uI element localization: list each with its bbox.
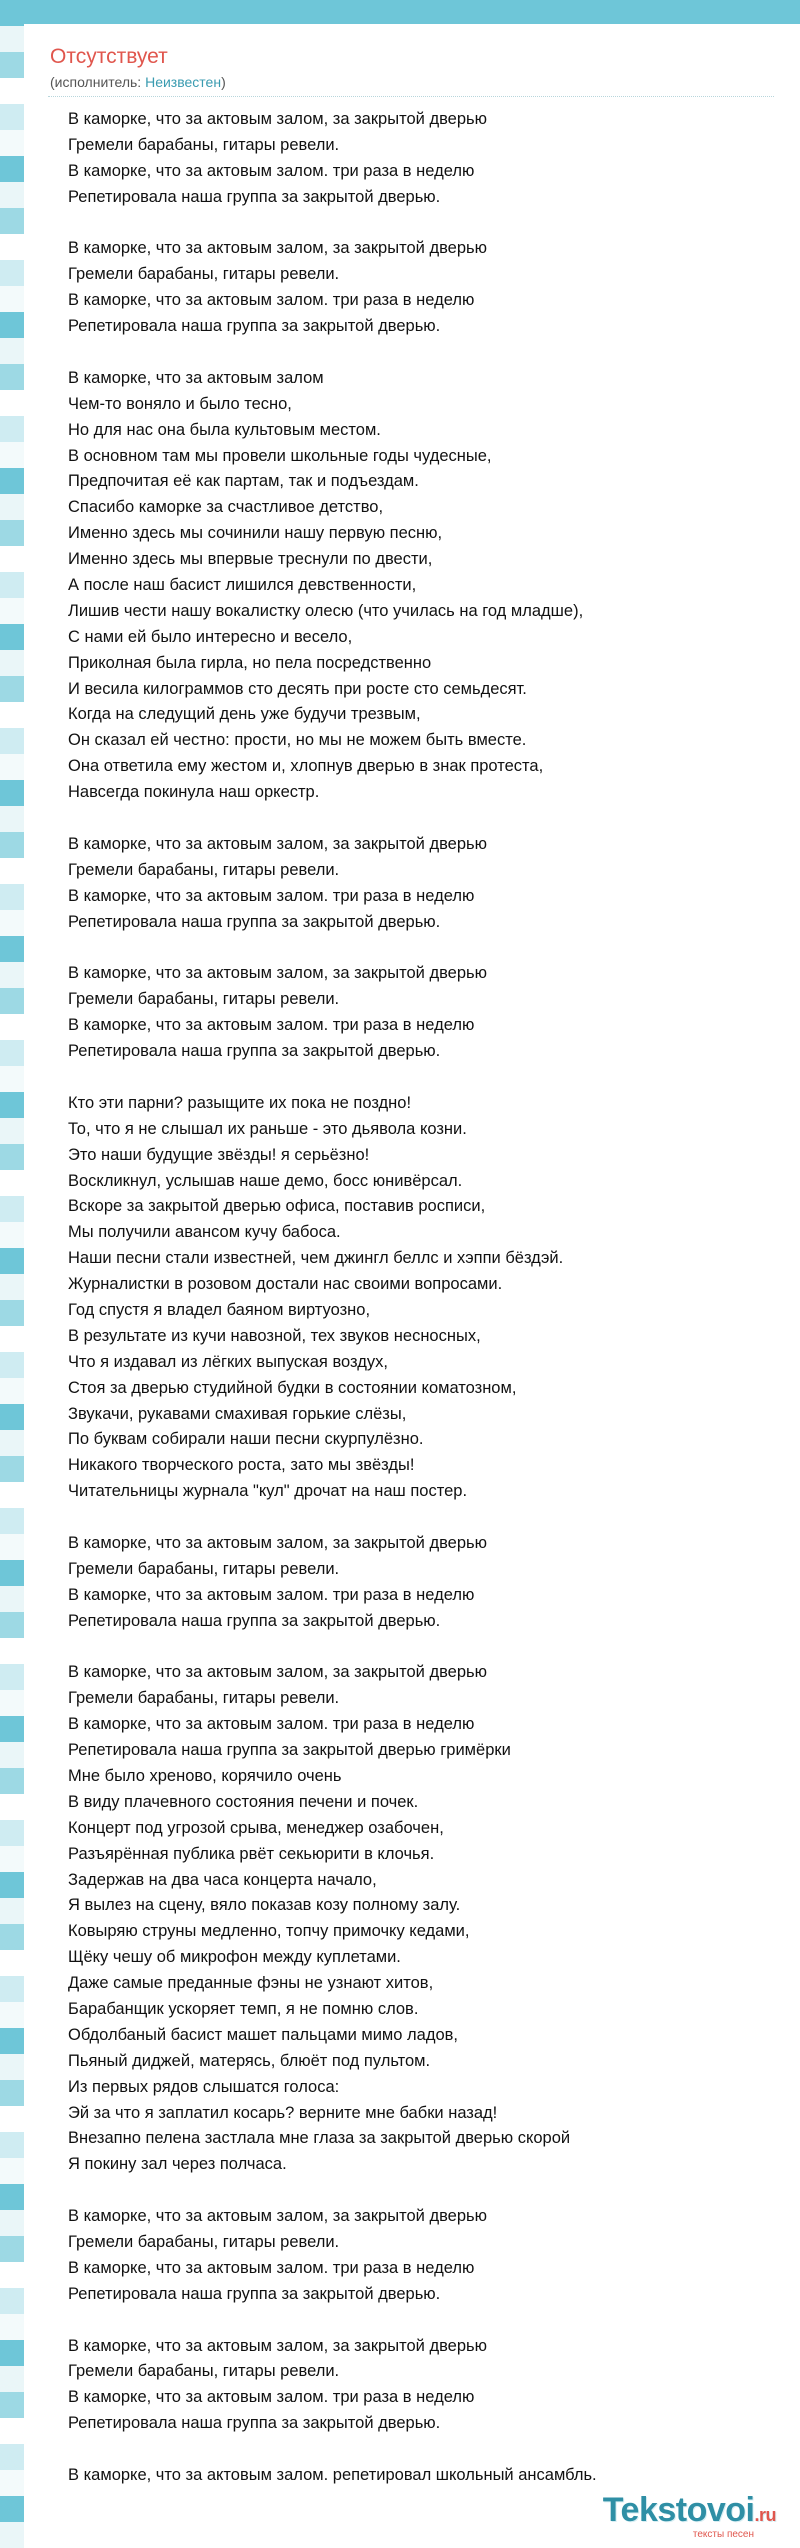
- lyric-line: Чем-то воняло и было тесно,: [68, 394, 292, 413]
- lyric-line: Никакого творческого роста, зато мы звёзды!: [68, 1456, 415, 1475]
- lyric-line: Гремели барабаны, гитары ревели.: [68, 265, 340, 284]
- lyric-line: Звукачи, рукавами смахивая горькие слёзы,: [68, 1404, 407, 1423]
- lyric-line: Гремели барабаны, гитары ревели.: [68, 860, 340, 879]
- logo-tld: .ru: [754, 2505, 776, 2525]
- logo-tagline: тексты песен: [692, 2529, 754, 2540]
- lyric-line: Мне было хреново, корячило очень: [68, 1767, 342, 1785]
- site-logo[interactable]: [603, 2492, 776, 2540]
- lyric-line: Наши песни стали известней, чем джингл беллс и хэппи бёздэй.: [68, 1249, 564, 1268]
- lyric-line: Предпочитая её как партам, так и подъездам.: [68, 472, 419, 491]
- lyric-line: Задержав на два часа концерта начало,: [68, 1870, 377, 1889]
- lyric-line: Когда на следущий день уже будучи трезвым,: [68, 705, 421, 724]
- lyric-line: Журналистки в розовом достали нас своими вопросами.: [68, 1275, 503, 1294]
- lyric-line: Год спустя я владел баяном виртуозно,: [68, 1300, 371, 1319]
- lyric-line: В каморке, что за актовым залом. три раза в неделю: [68, 291, 475, 310]
- lyric-line: В каморке, что за актовым залом, за закрытой дверью: [68, 2336, 487, 2355]
- lyric-line: Читательницы журнала "кул" дрочат на наш постер.: [68, 1482, 468, 1501]
- lyric-line: Гремели барабаны, гитары ревели.: [68, 2362, 340, 2381]
- stanza-gap: [68, 211, 776, 237]
- lyric-line: Репетировала наша группа за закрытой дверью.: [68, 1611, 441, 1630]
- lyric-line: Мы получили авансом кучу бабоса.: [68, 1223, 341, 1242]
- lyric-line: Спасибо каморке за счастливое детство,: [68, 498, 384, 517]
- lyric-line: В каморке, что за актовым залом. три раза в неделю: [68, 161, 475, 180]
- lyric-line: Внезапно пелена застлала мне глаза за закрытой дверью скорой: [68, 2129, 571, 2148]
- lyric-line: Репетировала наша группа за закрытой дверью.: [68, 1042, 441, 1061]
- divider: [48, 96, 774, 97]
- lyric-line: В каморке, что за актовым залом. три раза в неделю: [68, 1585, 475, 1604]
- lyric-line: В основном там мы провели школьные годы чудесные,: [68, 446, 492, 465]
- logo-name: Tekstovoi: [602, 2491, 755, 2529]
- lyric-line: В каморке, что за актовым залом. три раза в неделю: [68, 2258, 475, 2277]
- lyric-line: В каморке, что за актовым залом: [68, 368, 324, 387]
- lyric-line: Что я издавал из лёгких выпуская воздух,: [68, 1352, 388, 1371]
- lyric-line: По буквам собирали наши песни скурпулёзно.: [68, 1430, 424, 1449]
- lyric-line: В каморке, что за актовым залом, за закрытой дверью: [68, 834, 487, 853]
- lyric-line: Ковыряю струны медленно, топчу примочку кедами,: [68, 1922, 470, 1941]
- song-title: Отсутствует: [50, 45, 168, 68]
- lyric-line: Репетировала наша группа за закрытой дверью гримёрки: [68, 1741, 511, 1760]
- lyric-line: В каморке, что за актовым залом. три раза в неделю: [68, 1715, 475, 1734]
- lyric-line: Концерт под угрозой срыва, менеджер озабочен,: [68, 1818, 444, 1837]
- lyrics-card: [24, 24, 800, 2548]
- stanza-gap: [68, 1065, 776, 1091]
- lyric-line: Репетировала наша группа за закрытой дверью.: [68, 317, 441, 336]
- lyric-line: В каморке, что за актовым залом, за закрытой дверью: [68, 1533, 487, 1552]
- lyric-line: Гремели барабаны, гитары ревели.: [68, 1689, 340, 1708]
- lyric-line: Именно здесь мы сочинили нашу первую песню,: [68, 524, 443, 543]
- lyric-line: Гремели барабаны, гитары ревели.: [68, 2233, 340, 2252]
- lyric-line: И весила килограммов сто десять при росте сто семьдесят.: [68, 679, 527, 698]
- lyrics-body: [68, 107, 776, 2489]
- lyric-line: Она ответила ему жестом и, хлопнув дверью в знак протеста,: [68, 757, 544, 776]
- lyric-line: Он сказал ей честно: прости, но мы не можем быть вместе.: [68, 731, 527, 750]
- lyric-line: В виду плачевного состояния печени и почек.: [68, 1792, 419, 1811]
- lyric-line: То, что я не слышал их раньше - это дьявола козни.: [68, 1119, 467, 1138]
- lyric-line: С нами ей было интересно и весело,: [68, 627, 353, 646]
- lyric-line: Репетировала наша группа за закрытой дверью.: [68, 2284, 441, 2303]
- stanza-gap: [68, 1505, 776, 1531]
- lyric-line: Это наши будущие звёзды! я серьёзно!: [68, 1145, 370, 1164]
- lyric-line: В каморке, что за актовым залом, за закрытой дверью: [68, 964, 487, 983]
- stanza-gap: [68, 1635, 776, 1661]
- lyric-line: В каморке, что за актовым залом, за закрытой дверью: [68, 1663, 487, 1682]
- lyric-line: Именно здесь мы впервые треснули по двести,: [68, 550, 433, 569]
- stanza-gap: [68, 806, 776, 832]
- lyric-line: В каморке, что за актовым залом. три раза в неделю: [68, 2388, 475, 2407]
- lyric-line: Пьяный диджей, матерясь, блюёт под пультом.: [68, 2051, 431, 2070]
- artist-suffix: ): [221, 74, 226, 90]
- lyric-line: Навсегда покинула наш оркестр.: [68, 783, 320, 802]
- logo-wordmark: [603, 2492, 776, 2533]
- stanza-gap: [68, 340, 776, 366]
- lyric-line: Репетировала наша группа за закрытой дверью.: [68, 187, 441, 206]
- lyric-line: Стоя за дверью студийной будки в состоянии коматозном,: [68, 1378, 517, 1397]
- lyric-line: В каморке, что за актовым залом. три раза в неделю: [68, 1016, 475, 1035]
- lyric-line: А после наш басист лишился девственности,: [68, 576, 417, 595]
- lyric-line: Из первых рядов слышатся голоса:: [68, 2077, 340, 2096]
- lyric-line: Я покину зал через полчаса.: [68, 2155, 287, 2174]
- stanza-gap: [68, 2308, 776, 2334]
- lyric-line: Барабанщик ускоряет темп, я не помню слов.: [68, 2000, 419, 2019]
- lyric-line: Даже самые преданные фэны не узнают хитов,: [68, 1974, 434, 1993]
- artist-line: [50, 72, 776, 92]
- lyric-line: Приколная была гирла, но пела посредственно: [68, 653, 432, 672]
- stanza-gap: [68, 2178, 776, 2204]
- lyric-line: В каморке, что за актовым залом, за закрытой дверью: [68, 239, 487, 258]
- lyric-line: Обдолбаный басист машет пальцами мимо ладов,: [68, 2025, 458, 2044]
- lyric-line: Гремели барабаны, гитары ревели.: [68, 1559, 340, 1578]
- lyric-line: Разъярённая публика рвёт секьюрити в клочья.: [68, 1844, 435, 1863]
- lyric-line: Воскликнул, услышав наше демо, босс юнивёрсал.: [68, 1171, 463, 1190]
- lyric-line: В каморке, что за актовым залом. три раза в неделю: [68, 886, 475, 905]
- lyric-line: Кто эти парни? разыщите их пока не поздно!: [68, 1093, 412, 1112]
- lyric-line: В результате из кучи навозной, тех звуков несносных,: [68, 1326, 481, 1345]
- lyric-line: Эй за что я заплатил косарь? верните мне бабки назад!: [68, 2103, 498, 2122]
- lyric-line: Я вылез на сцену, вяло показав козу полному залу.: [68, 1896, 461, 1915]
- artist-prefix: (исполнитель:: [50, 74, 146, 90]
- lyric-line: Щёку чешу об микрофон между куплетами.: [68, 1948, 401, 1967]
- lyric-line: Гремели барабаны, гитары ревели.: [68, 990, 340, 1009]
- lyric-line: Лишив чести нашу вокалистку олесю (что училась на год младше),: [68, 601, 584, 620]
- lyric-line: Гремели барабаны, гитары ревели.: [68, 135, 340, 154]
- lyric-line: Вскоре за закрытой дверью офиса, поставив росписи,: [68, 1197, 486, 1216]
- lyric-line: В каморке, что за актовым залом, за закрытой дверью: [68, 2207, 487, 2226]
- lyric-line: Репетировала наша группа за закрытой дверью.: [68, 2414, 441, 2433]
- artist-link[interactable]: Неизвестен: [145, 74, 222, 90]
- lyric-line: Но для нас она была культовым местом.: [68, 420, 381, 439]
- stanza-gap: [68, 2437, 776, 2463]
- lyric-line: В каморке, что за актовым залом. репетировал школьный ансамбль.: [68, 2466, 597, 2485]
- stanza-gap: [68, 936, 776, 962]
- lyric-line: Репетировала наша группа за закрытой дверью.: [68, 912, 441, 931]
- lyric-line: В каморке, что за актовым залом, за закрытой дверью: [68, 110, 487, 128]
